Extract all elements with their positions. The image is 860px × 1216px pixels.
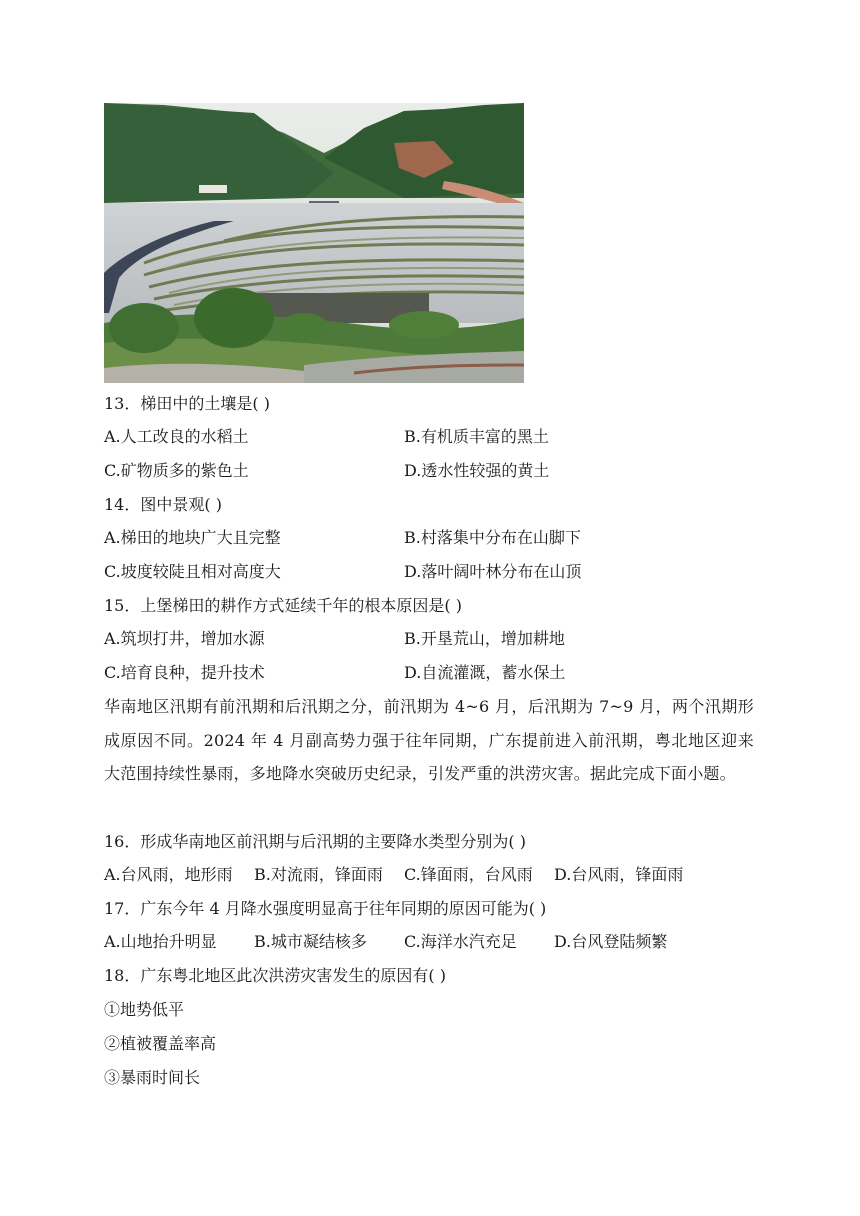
q16-option-a[interactable]: A.台风雨，地形雨 [104, 865, 233, 884]
q17-option-b[interactable]: B.城市凝结核多 [254, 932, 367, 951]
q13-option-b[interactable]: B.有机质丰富的黑土 [404, 427, 549, 446]
q13-stem: 13．梯田中的土壤是( ) [104, 394, 270, 413]
q14-options-row1 [104, 527, 764, 549]
q14-option-a[interactable]: A.梯田的地块广大且完整 [104, 528, 281, 547]
q13-option-c[interactable]: C.矿物质多的紫色土 [104, 461, 249, 480]
q14-options-row2 [104, 561, 764, 583]
q15-option-d[interactable]: D.自流灌溉，蓄水保土 [404, 663, 566, 682]
q14-option-d[interactable]: D.落叶阔叶林分布在山顶 [404, 562, 582, 581]
terraced-rice-fields-photo [104, 103, 524, 383]
q16-stem: 16．形成华南地区前汛期与后汛期的主要降水类型分别为( ) [104, 832, 526, 851]
q13-options-row2 [104, 460, 764, 482]
q16-option-c[interactable]: C.锋面雨，台风雨 [404, 865, 533, 884]
q14-option-b[interactable]: B.村落集中分布在山脚下 [404, 528, 581, 547]
q18-item-2: ②植被覆盖率高 [104, 1034, 217, 1053]
q18-item-1: ①地势低平 [104, 1000, 185, 1019]
q18-stem: 18．广东粤北地区此次洪涝灾害发生的原因有( ) [104, 966, 446, 985]
q14-stem: 14．图中景观( ) [104, 495, 222, 514]
q13-options-row1 [104, 426, 764, 448]
q17-option-c[interactable]: C.海洋水汽充足 [404, 932, 517, 951]
q16-option-d[interactable]: D.台风雨，锋面雨 [554, 865, 684, 884]
q18-item-3: ③暴雨时间长 [104, 1068, 201, 1087]
q17-option-a[interactable]: A.山地抬升明显 [104, 932, 217, 951]
q16-option-b[interactable]: B.对流雨，锋面雨 [254, 865, 383, 884]
q14-option-c[interactable]: C.坡度较陡且相对高度大 [104, 562, 281, 581]
q13-option-a[interactable]: A.人工改良的水稻土 [104, 427, 249, 446]
reading-passage: 华南地区汛期有前汛期和后汛期之分，前汛期为 4~6 月，后汛期为 7~9 月，两个汛期形成原因不同。2024 年 4 月副高势力强于往年同期，广东提前进入前汛期，粤北地区迎来大范围持续性暴雨，多地降水突破历史纪录，引发严重的洪涝灾害。据此完成下面小题。 [104, 697, 754, 783]
q15-option-c[interactable]: C.培育良种，提升技术 [104, 663, 265, 682]
q13-option-d[interactable]: D.透水性较强的黄土 [404, 461, 550, 480]
q15-stem: 15．上堡梯田的耕作方式延续千年的根本原因是( ) [104, 596, 462, 615]
q15-option-a[interactable]: A.筑坝打井，增加水源 [104, 629, 265, 648]
q15-options-row2 [104, 662, 764, 684]
q15-options-row1 [104, 628, 764, 650]
q17-stem: 17．广东今年 4 月降水强度明显高于往年同期的原因可能为( ) [104, 899, 547, 918]
q17-option-d[interactable]: D.台风登陆频繁 [554, 932, 668, 951]
q15-option-b[interactable]: B.开垦荒山，增加耕地 [404, 629, 565, 648]
